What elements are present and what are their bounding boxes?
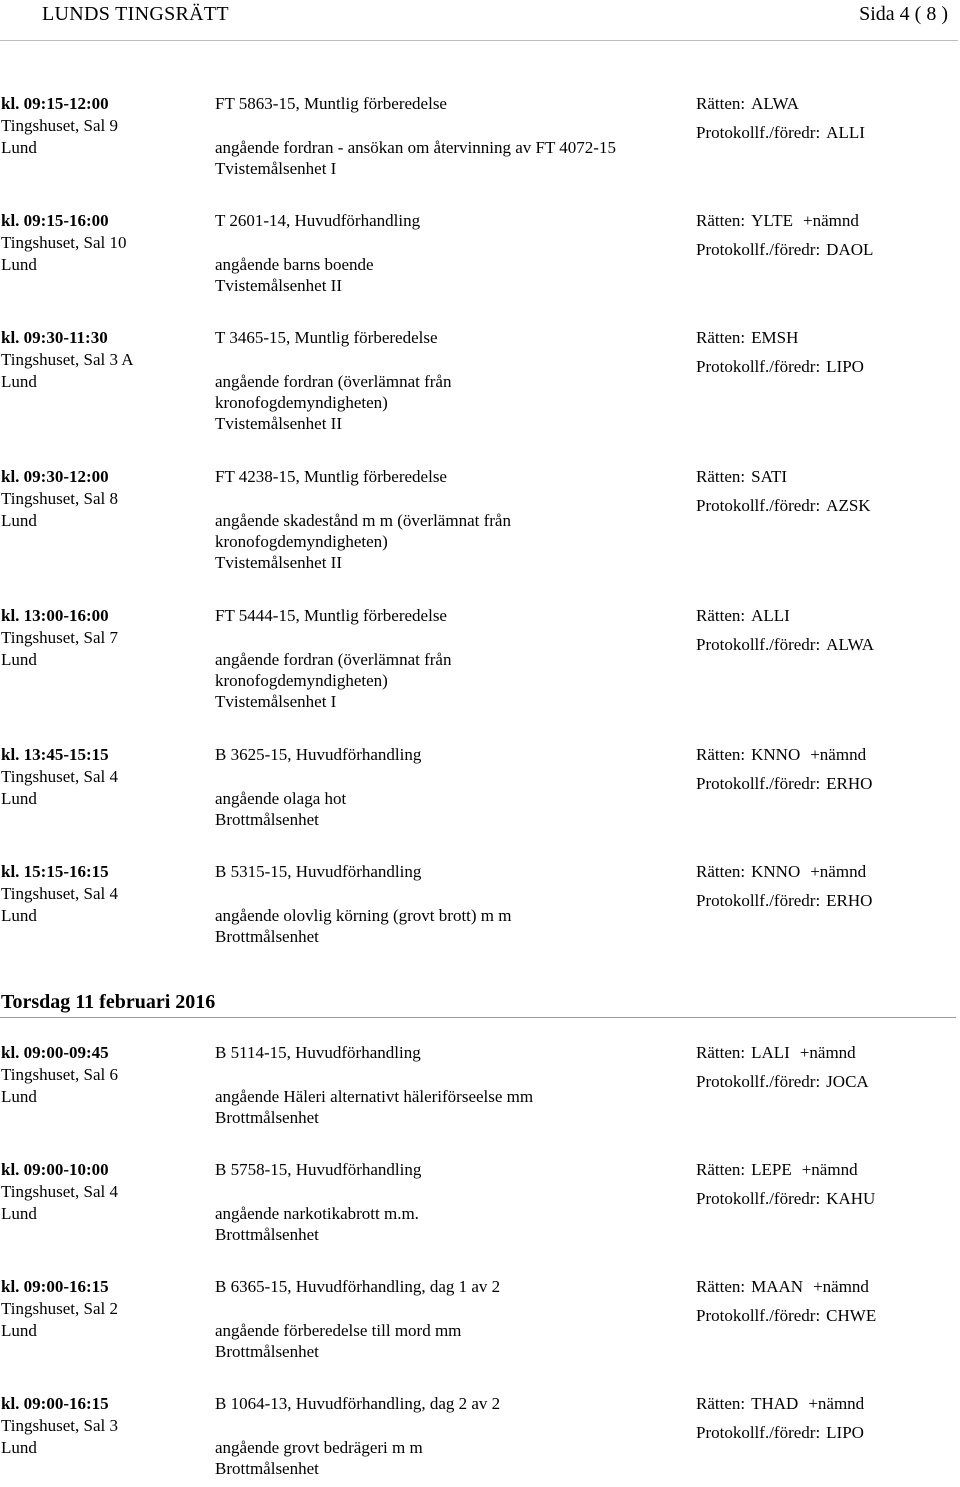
case-number: T 3465-15, Muntlig förberedelse: [215, 328, 438, 347]
clerk-label: Protokollf./föredr:: [696, 774, 821, 793]
clerk-label: Protokollf./föredr:: [696, 1072, 821, 1091]
hearing-time: kl. 09:30-11:30: [1, 328, 108, 347]
case-subject: [215, 905, 675, 926]
judge-line: [696, 327, 798, 348]
lay-judges: +nämnd: [799, 1043, 856, 1062]
judge-label: Rätten:: [696, 94, 746, 113]
judge-label: Rätten:: [696, 862, 746, 881]
case-description: [215, 371, 675, 434]
judge-code: LEPE: [751, 1160, 792, 1179]
judge-label: Rätten:: [696, 1043, 746, 1062]
judge-line: [696, 1042, 856, 1063]
clerk-label: Protokollf./föredr:: [696, 891, 821, 910]
hearing-city: Lund: [1, 1204, 37, 1223]
court-unit: Tvistemålsenhet I: [215, 692, 337, 711]
hearing-time: kl. 09:00-10:00: [1, 1160, 109, 1179]
judge-label: Rätten:: [696, 328, 746, 347]
case-description: [215, 1320, 675, 1362]
hearing-time: kl. 09:00-16:15: [1, 1277, 109, 1296]
header-divider: [0, 40, 958, 41]
hearing-room: Tingshuset, Sal 6: [1, 1065, 118, 1084]
judge-code: KNNO: [751, 745, 801, 764]
case-subject: [215, 649, 675, 691]
case-entry: [0, 327, 960, 443]
case-subject-line: angående olovlig körning (grovt brott) m m: [215, 906, 512, 925]
hearing-time: kl. 09:15-12:00: [1, 94, 109, 113]
judge-code: ALLI: [751, 606, 790, 625]
case-subject: [215, 788, 675, 809]
case-subject-line: kronofogdemyndigheten): [215, 671, 388, 690]
clerk-line: [696, 634, 874, 655]
judge-code: KNNO: [751, 862, 801, 881]
case-entry: [0, 605, 960, 721]
judge-line: [696, 1276, 869, 1297]
case-subject-line: kronofogdemyndigheten): [215, 393, 388, 412]
judge-line: [696, 93, 799, 114]
hearing-room: Tingshuset, Sal 10: [1, 233, 127, 252]
court-unit: Tvistemålsenhet II: [215, 276, 342, 295]
case-subject: [215, 1320, 675, 1341]
case-subject-line: angående narkotikabrott m.m.: [215, 1204, 419, 1223]
hearing-room: Tingshuset, Sal 9: [1, 116, 118, 135]
hearing-time: kl. 13:45-15:15: [1, 745, 109, 764]
lay-judges: +nämnd: [813, 1277, 869, 1296]
judge-code: SATI: [751, 467, 788, 486]
hearing-city: Lund: [1, 372, 37, 391]
judge-label: Rätten:: [696, 467, 746, 486]
hearing-city: Lund: [1, 789, 37, 808]
hearing-time: kl. 09:00-16:15: [1, 1394, 109, 1413]
case-subject: [215, 1437, 675, 1458]
clerk-line: [696, 1071, 869, 1092]
case-subject: [215, 137, 675, 158]
hearing-room: Tingshuset, Sal 8: [1, 489, 118, 508]
clerk-line: [696, 773, 872, 794]
case-subject: [215, 254, 675, 275]
case-description: [215, 137, 675, 179]
case-subject-line: angående olaga hot: [215, 789, 347, 808]
case-subject-line: angående fordran - ansökan om återvinning av FT 4072-15: [215, 138, 616, 157]
clerk-label: Protokollf./föredr:: [696, 1423, 821, 1442]
case-description: [215, 1086, 675, 1128]
lay-judges: +nämnd: [802, 211, 859, 230]
lay-judges: +nämnd: [810, 745, 867, 764]
case-description: [215, 254, 675, 296]
judge-label: Rätten:: [696, 1277, 746, 1296]
lay-judges: +nämnd: [810, 862, 867, 881]
case-entry: [0, 1159, 960, 1253]
case-subject-line: angående fordran (överlämnat från: [215, 650, 452, 669]
hearing-city: Lund: [1, 906, 37, 925]
case-number: B 5315-15, Huvudförhandling: [215, 862, 422, 881]
case-description: [215, 1437, 675, 1479]
clerk-line: [696, 890, 872, 911]
hearing-city: Lund: [1, 255, 37, 274]
clerk-line: [696, 122, 865, 143]
case-entry: [0, 1276, 960, 1370]
clerk-code: ERHO: [826, 774, 873, 793]
court-unit: Tvistemålsenhet II: [215, 414, 342, 433]
court-unit: Brottmålsenhet: [215, 927, 319, 946]
hearing-room: Tingshuset, Sal 3: [1, 1416, 118, 1435]
judge-code: EMSH: [751, 328, 799, 347]
case-subject: [215, 371, 675, 413]
case-description: [215, 905, 675, 947]
hearing-time: kl. 09:00-09:45: [1, 1043, 109, 1062]
case-description: [215, 649, 675, 712]
case-subject: [215, 1203, 675, 1224]
clerk-code: CHWE: [826, 1306, 877, 1325]
day-divider: [0, 1017, 956, 1018]
hearing-time: kl. 09:30-12:00: [1, 467, 109, 486]
judge-code: YLTE: [751, 211, 793, 230]
clerk-code: ERHO: [826, 891, 873, 910]
clerk-label: Protokollf./föredr:: [696, 357, 821, 376]
case-number: B 6365-15, Huvudförhandling, dag 1 av 2: [215, 1277, 501, 1296]
lay-judges: +nämnd: [808, 1394, 865, 1413]
case-entry: [0, 93, 960, 187]
hearing-room: Tingshuset, Sal 3 A: [1, 350, 134, 369]
case-subject-line: angående barns boende: [215, 255, 374, 274]
clerk-line: [696, 1422, 864, 1443]
case-subject-line: kronofogdemyndigheten): [215, 532, 388, 551]
clerk-line: [696, 1305, 876, 1326]
judge-code: LALI: [751, 1043, 790, 1062]
clerk-code: AZSK: [826, 496, 871, 515]
court-unit: Brottmålsenhet: [215, 1225, 319, 1244]
case-subject-line: angående Häleri alternativt häleriförseelse mm: [215, 1087, 534, 1106]
hearing-city: Lund: [1, 1321, 37, 1340]
court-name: LUNDS TINGSRÄTT: [42, 3, 229, 25]
lay-judges: +nämnd: [801, 1160, 858, 1179]
hearing-room: Tingshuset, Sal 4: [1, 1182, 118, 1201]
page-number: Sida 4 ( 8 ): [859, 3, 948, 25]
judge-label: Rätten:: [696, 606, 746, 625]
court-unit: Brottmålsenhet: [215, 810, 319, 829]
clerk-label: Protokollf./föredr:: [696, 240, 821, 259]
court-unit: Brottmålsenhet: [215, 1108, 319, 1127]
court-unit: Brottmålsenhet: [215, 1459, 319, 1478]
judge-label: Rätten:: [696, 745, 746, 764]
case-subject: [215, 1086, 675, 1107]
judge-line: [696, 605, 790, 626]
judge-code: THAD: [751, 1394, 799, 1413]
judge-line: [696, 1159, 858, 1180]
clerk-code: LIPO: [826, 357, 864, 376]
case-description: [215, 788, 675, 830]
case-entry: [0, 744, 960, 838]
clerk-code: ALLI: [826, 123, 865, 142]
case-entry: [0, 466, 960, 582]
clerk-line: [696, 239, 873, 260]
case-subject-line: angående skadestånd m m (överlämnat från: [215, 511, 511, 530]
judge-line: [696, 744, 866, 765]
case-number: FT 5863-15, Muntlig förberedelse: [215, 94, 447, 113]
clerk-code: LIPO: [826, 1423, 864, 1442]
judge-line: [696, 1393, 864, 1414]
clerk-code: ALWA: [826, 635, 875, 654]
case-number: B 1064-13, Huvudförhandling, dag 2 av 2: [215, 1394, 501, 1413]
case-description: [215, 1203, 675, 1245]
judge-label: Rätten:: [696, 1160, 746, 1179]
judge-label: Rätten:: [696, 211, 746, 230]
court-unit: Tvistemålsenhet II: [215, 553, 342, 572]
clerk-label: Protokollf./föredr:: [696, 635, 821, 654]
case-subject: [215, 510, 675, 552]
hearing-city: Lund: [1, 138, 37, 157]
judge-label: Rätten:: [696, 1394, 746, 1413]
clerk-label: Protokollf./föredr:: [696, 1306, 821, 1325]
clerk-label: Protokollf./föredr:: [696, 496, 821, 515]
hearing-city: Lund: [1, 650, 37, 669]
case-description: [215, 510, 675, 573]
hearing-city: Lund: [1, 1438, 37, 1457]
clerk-line: [696, 1188, 875, 1209]
case-number: FT 4238-15, Muntlig förberedelse: [215, 467, 447, 486]
case-number: B 3625-15, Huvudförhandling: [215, 745, 422, 764]
case-number: B 5758-15, Huvudförhandling: [215, 1160, 422, 1179]
case-entry: [0, 861, 960, 955]
clerk-line: [696, 356, 864, 377]
case-number: FT 5444-15, Muntlig förberedelse: [215, 606, 447, 625]
clerk-code: JOCA: [826, 1072, 869, 1091]
case-entry: [0, 210, 960, 304]
judge-line: [696, 466, 787, 487]
hearing-city: Lund: [1, 511, 37, 530]
hearing-room: Tingshuset, Sal 4: [1, 767, 118, 786]
hearing-room: Tingshuset, Sal 2: [1, 1299, 118, 1318]
judge-code: MAAN: [751, 1277, 804, 1296]
day-heading: Torsdag 11 februari 2016: [1, 991, 216, 1013]
hearing-time: kl. 09:15-16:00: [1, 211, 109, 230]
clerk-label: Protokollf./föredr:: [696, 1189, 821, 1208]
judge-line: [696, 861, 866, 882]
clerk-code: KAHU: [826, 1189, 876, 1208]
hearing-city: Lund: [1, 1087, 37, 1106]
case-subject-line: angående fordran (överlämnat från: [215, 372, 452, 391]
clerk-code: DAOL: [826, 240, 874, 259]
hearing-room: Tingshuset, Sal 7: [1, 628, 118, 647]
case-subject-line: angående grovt bedrägeri m m: [215, 1438, 423, 1457]
case-entry: [0, 1042, 960, 1136]
judge-code: ALWA: [751, 94, 799, 113]
case-number: B 5114-15, Huvudförhandling: [215, 1043, 421, 1062]
case-entry: [0, 1393, 960, 1487]
case-subject-line: angående förberedelse till mord mm: [215, 1321, 462, 1340]
court-unit: Tvistemålsenhet I: [215, 159, 337, 178]
clerk-label: Protokollf./föredr:: [696, 123, 821, 142]
case-number: T 2601-14, Huvudförhandling: [215, 211, 421, 230]
judge-line: [696, 210, 859, 231]
hearing-time: kl. 15:15-16:15: [1, 862, 109, 881]
hearing-time: kl. 13:00-16:00: [1, 606, 109, 625]
clerk-line: [696, 495, 871, 516]
court-unit: Brottmålsenhet: [215, 1342, 319, 1361]
hearing-room: Tingshuset, Sal 4: [1, 884, 118, 903]
